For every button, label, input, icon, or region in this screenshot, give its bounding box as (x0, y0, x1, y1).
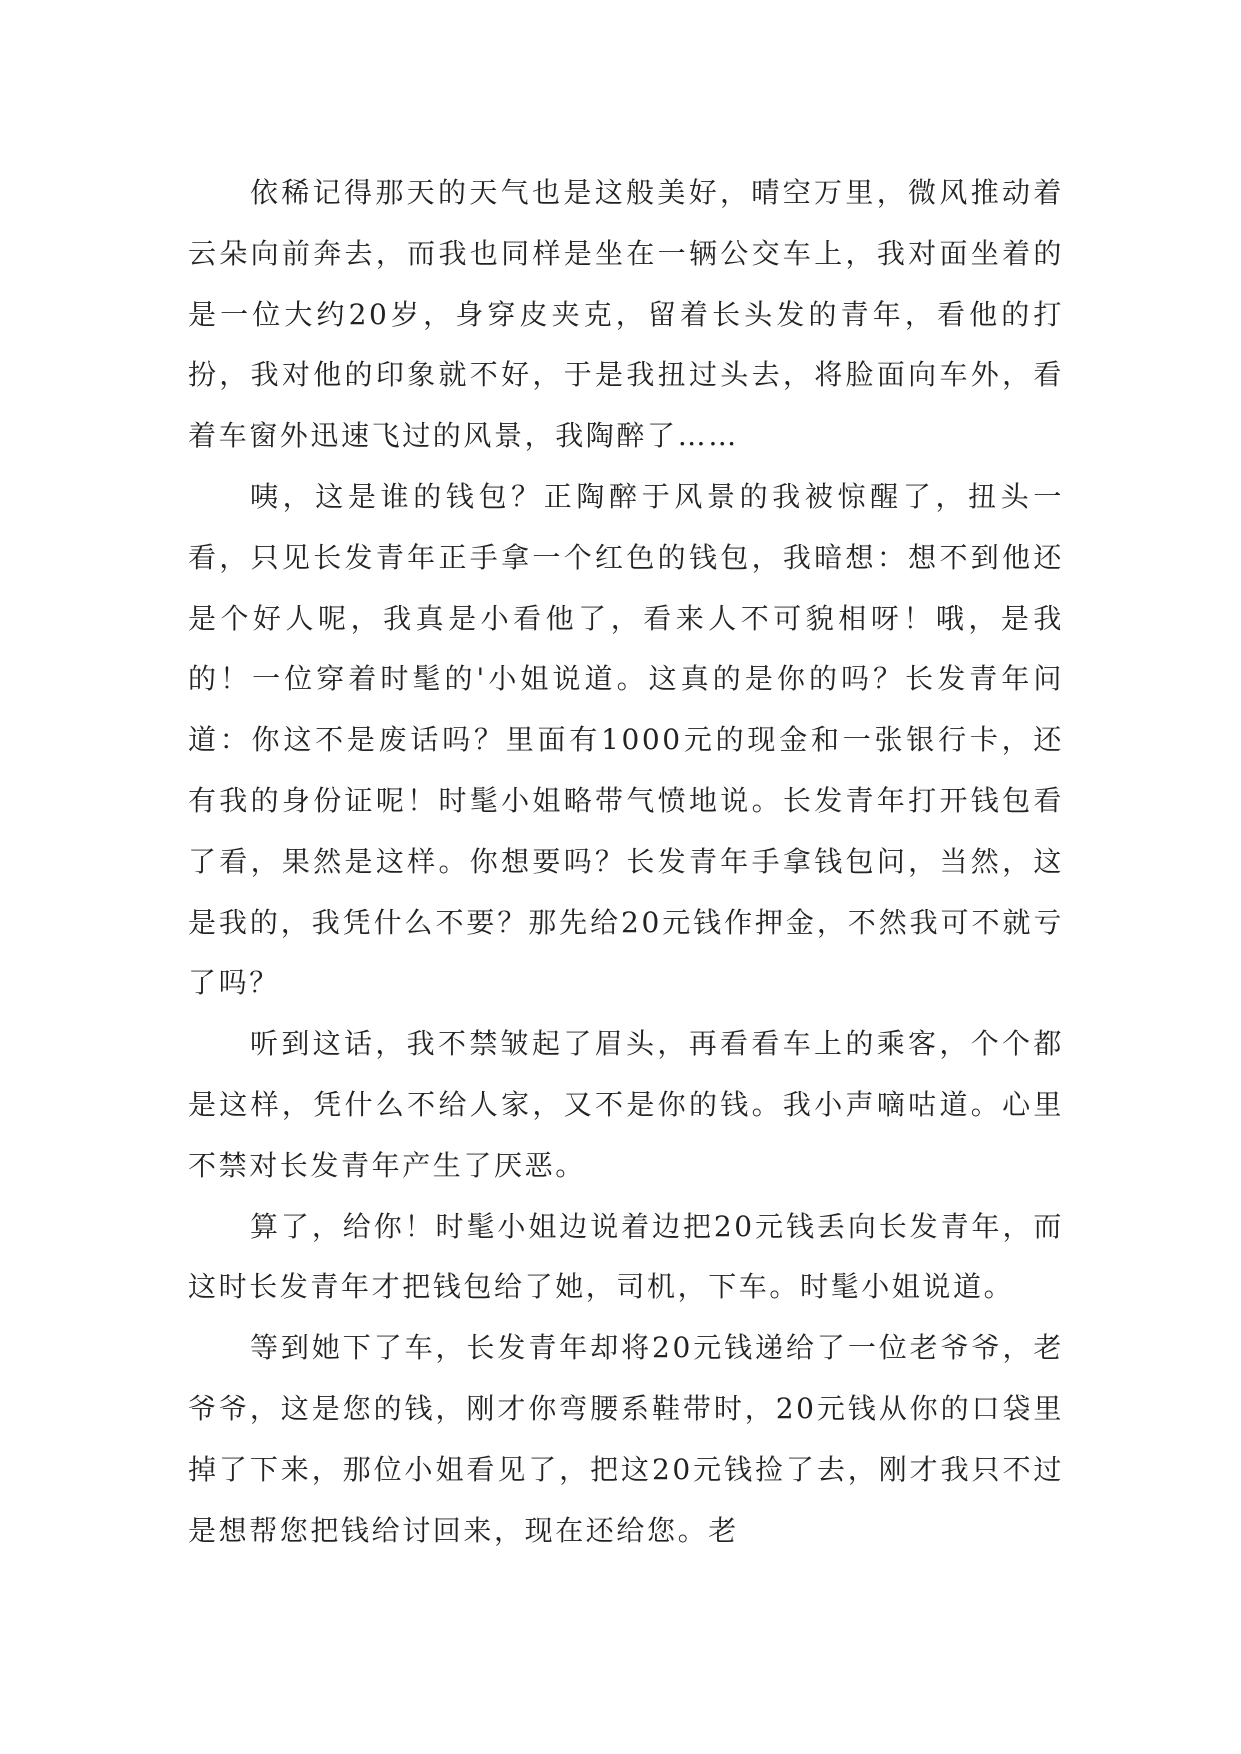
paragraph: 依稀记得那天的天气也是这般美好，晴空万里，微风推动着云朵向前奔去，而我也同样是坐在一辆公交车上，我对面坐着的是一位大约20岁，身穿皮夹克，留着长头发的青年，看他的打扮，我对他的印象就不好，于是我扭过头去，将脸面向车外，看着车窗外迅速飞过的风景，我陶醉了…… (188, 176, 1064, 453)
paragraph: 算了，给你！时髦小姐边说着边把20元钱丢向长发青年，而这时长发青年才把钱包给了她，司机，下车。时髦小姐说道。 (188, 1209, 1064, 1304)
paragraph: 听到这话，我不禁皱起了眉头，再看看车上的乘客，个个都是这样，凭什么不给人家，又不是你的钱。我小声嘀咕道。心里不禁对长发青年产生了厌恶。 (188, 1027, 1064, 1182)
paragraph: 咦，这是谁的钱包？正陶醉于风景的我被惊醒了，扭头一看，只见长发青年正手拿一个红色的钱包，我暗想：想不到他还是个好人呢，我真是小看他了，看来人不可貌相呀！哦，是我的！一位穿着时髦的'小姐说道。这真的是你的吗？长发青年问道：你这不是废话吗？里面有1000元的现金和一张银行卡，还有我的身份证呢！时髦小姐略带气愤地说。长发青年打开钱包看了看，果然是这样。你想要吗？长发青年手拿钱包问，当然，这是我的，我凭什么不要？那先给20元钱作押金，不然我可不就亏了吗？ (188, 479, 1064, 1000)
document-body (188, 163, 1064, 1561)
paragraph: 等到她下了车，长发青年却将20元钱递给了一位老爷爷，老爷爷，这是您的钱，刚才你弯腰系鞋带时，20元钱从你的口袋里掉了下来，那位小姐看见了，把这20元钱捡了去，刚才我只不过是想帮您把钱给讨回来，现在还给您。老 (188, 1331, 1064, 1547)
